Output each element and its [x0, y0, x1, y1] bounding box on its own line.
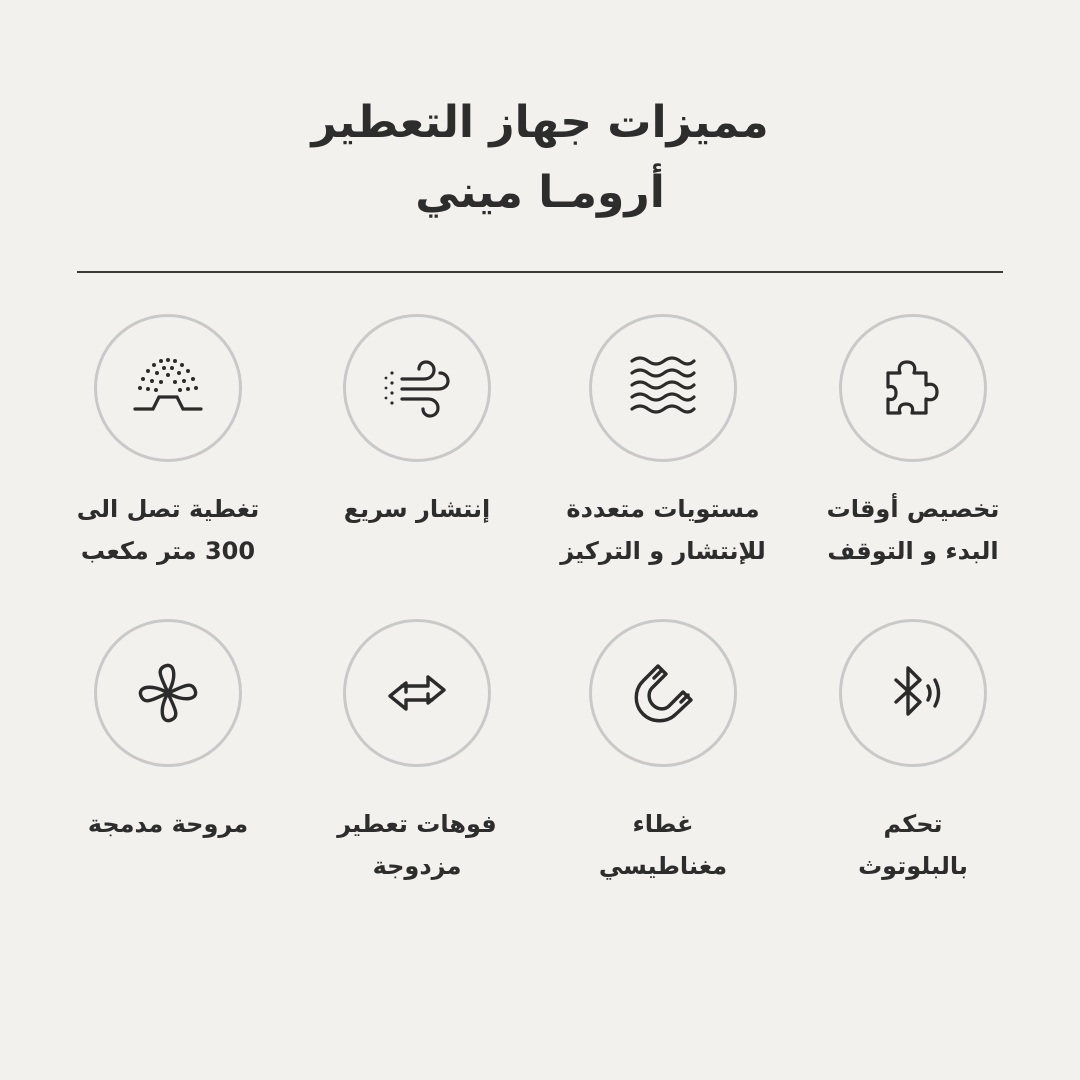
feature-label: تحكم بالبلوتوث: [858, 810, 968, 880]
feature-label: إنتشار سريع: [343, 495, 491, 523]
feature-icon-circle: [839, 314, 987, 462]
diffuser-spray-icon: [123, 343, 213, 433]
title-line-1: مميزات جهاز التعطير: [311, 97, 769, 148]
fan-icon: [123, 648, 213, 738]
feature-custom-schedule: [793, 314, 1033, 572]
puzzle-icon: [868, 343, 958, 433]
swap-arrows-icon: [372, 648, 462, 738]
feature-label: تخصيص أوقات البدء و التوقف: [826, 495, 1000, 565]
page-title: [0, 88, 1080, 228]
feature-icon-circle: [839, 619, 987, 767]
waves-icon: [618, 343, 708, 433]
feature-icon-circle: [94, 314, 242, 462]
feature-fast-diffusion: [297, 314, 537, 530]
feature-icon-circle: [94, 619, 242, 767]
feature-icon-circle: [343, 314, 491, 462]
title-divider: [77, 271, 1003, 273]
feature-label: مروحة مدمجة: [87, 810, 249, 838]
wind-icon: [372, 343, 462, 433]
feature-label: مستويات متعددة للإنتشار و التركيز: [560, 495, 766, 565]
feature-built-in-fan: [48, 619, 288, 845]
feature-dual-nozzles: [297, 619, 537, 887]
feature-diffusion-levels: [543, 314, 783, 572]
feature-magnetic-lid: [543, 619, 783, 887]
feature-label: تغطية تصل الى 300 متر مكعب: [76, 495, 260, 565]
feature-icon-circle: [343, 619, 491, 767]
bluetooth-icon: [868, 648, 958, 738]
feature-bluetooth: [793, 619, 1033, 887]
feature-label: غطاء مغناطيسي: [598, 810, 728, 880]
title-line-2: أرومـا ميني: [415, 167, 665, 218]
feature-label: فوهات تعطير مزدوجة: [337, 810, 497, 880]
magnet-icon: [618, 648, 708, 738]
feature-icon-circle: [589, 314, 737, 462]
feature-icon-circle: [589, 619, 737, 767]
feature-coverage: [48, 314, 288, 572]
